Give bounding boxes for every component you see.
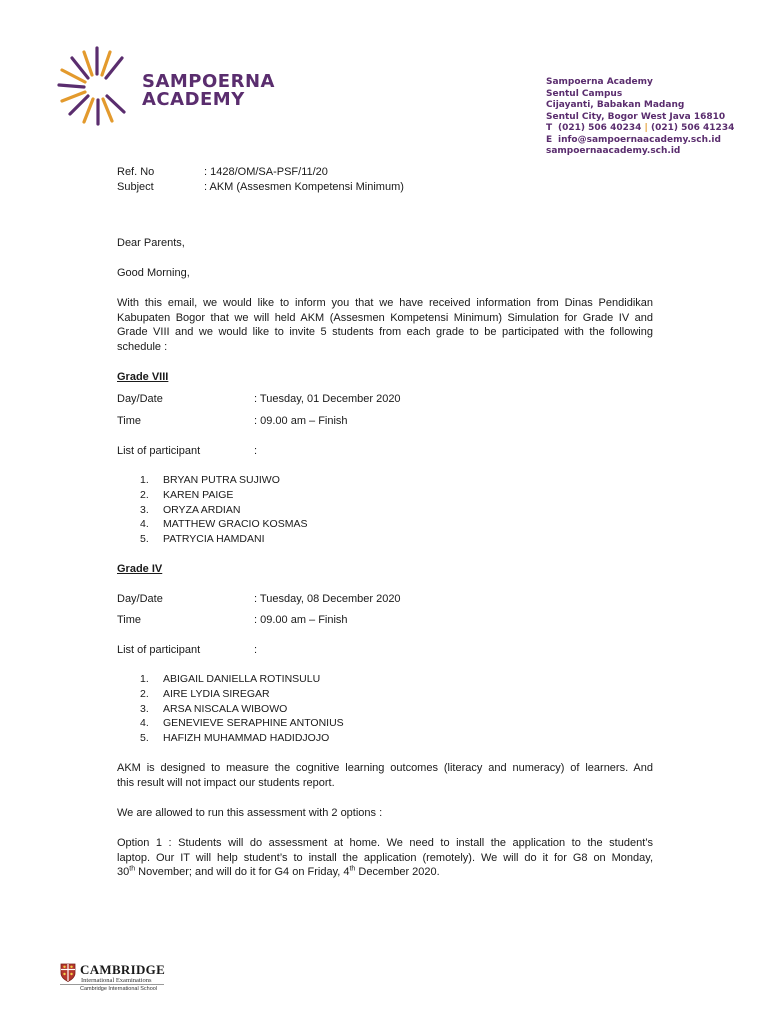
- contact-address-1: Cijayanti, Babakan Madang: [546, 100, 685, 110]
- ordinal-suffix: th: [129, 865, 136, 873]
- grade4-day-label: Day/Date: [117, 593, 163, 605]
- list-number: 3.: [140, 503, 149, 516]
- participant-name: AIRE LYDIA SIREGAR: [163, 687, 270, 700]
- contact-website[interactable]: sampoernaacademy.sch.id: [546, 146, 681, 156]
- participant-name: ARSA NISCALA WIBOWO: [163, 702, 288, 715]
- subject-value: : AKM (Assesmen Kompetensi Minimum): [204, 181, 404, 193]
- logo-line-2: ACADEMY: [142, 89, 245, 110]
- ref-value: : 1428/OM/SA-PSF/11/20: [204, 166, 328, 178]
- contact-block: [546, 77, 756, 158]
- list-number: 5.: [140, 533, 149, 546]
- shield-icon: [60, 963, 76, 982]
- grade8-day-label: Day/Date: [117, 393, 163, 405]
- cambridge-subtitle: International Examinations: [81, 977, 152, 984]
- list-item: [140, 702, 344, 717]
- option1-paragraph: [117, 836, 653, 880]
- contact-name: Sampoerna Academy: [546, 77, 653, 87]
- contact-email: [546, 135, 756, 147]
- list-number: 3.: [140, 702, 149, 715]
- grade8-time-value: : 09.00 am – Finish: [254, 415, 348, 427]
- salutation: Dear Parents,: [117, 237, 185, 249]
- grade4-heading: Grade IV: [117, 563, 163, 575]
- option1-line-2: laptop. Our IT will help student’s to install the application (remotely). We will do it for G8 on Monday,: [117, 851, 653, 864]
- phone-1: (021) 506 40234: [558, 123, 642, 133]
- list-number: 4.: [140, 518, 149, 531]
- grade4-time-value: : 09.00 am – Finish: [254, 614, 348, 626]
- akm-line-2: this result will not impact our students report.: [117, 776, 335, 789]
- option1-end-text: December 2020.: [355, 866, 440, 878]
- list-item: [140, 532, 307, 547]
- contact-campus: Sentul Campus: [546, 88, 623, 99]
- participant-name: MATTHEW GRACIO KOSMAS: [163, 518, 308, 531]
- option1-date-g8: 30: [117, 866, 130, 878]
- list-item: [140, 503, 307, 518]
- ordinal-suffix: th: [349, 865, 356, 873]
- list-number: 2.: [140, 488, 149, 501]
- grade8-day-value: : Tuesday, 01 December 2020: [254, 393, 401, 405]
- grade8-time-label: Time: [117, 415, 142, 427]
- phone-2: (021) 506 41234: [650, 123, 735, 133]
- greeting: Good Morning,: [117, 267, 190, 279]
- list-item: [140, 731, 344, 746]
- participant-name: ORYZA ARDIAN: [163, 503, 241, 516]
- participant-name: BRYAN PUTRA SUJIWO: [163, 474, 280, 486]
- grade4-participant-list: [140, 672, 344, 746]
- contact-phone: [546, 123, 756, 135]
- list-number: 5.: [140, 732, 149, 745]
- grade4-list-label: List of participant: [117, 644, 201, 656]
- options-intro: We are allowed to run this assessment with 2 options :: [117, 807, 383, 819]
- list-item: [140, 687, 344, 702]
- contact-address-2: Sentul City, Bogor West Java 16810: [546, 111, 726, 122]
- list-item: [140, 488, 307, 503]
- grade4-list-colon: :: [254, 644, 258, 656]
- list-number: 1.: [140, 673, 149, 685]
- ref-label: Ref. No: [117, 166, 155, 178]
- list-item: [140, 473, 307, 488]
- phone-separator: |: [644, 123, 648, 133]
- grade4-day-value: : Tuesday, 08 December 2020: [254, 593, 401, 605]
- intro-paragraph: [117, 296, 653, 354]
- option1-line-1: Option 1 : Students will do assessment at home. We need to install the application to the student’s: [117, 837, 653, 849]
- participant-name: HAFIZH MUHAMMAD HADIDJOJO: [163, 732, 330, 745]
- cambridge-logo: [60, 962, 210, 996]
- sampoerna-logo: [56, 44, 286, 124]
- akm-paragraph: [117, 761, 653, 790]
- email-link[interactable]: info@sampoernaacademy.sch.id: [558, 134, 721, 145]
- grade8-heading: Grade VIII: [117, 371, 169, 383]
- list-item: [140, 517, 307, 532]
- participant-name: PATRYCIA HAMDANI: [163, 533, 265, 546]
- intro-line-2: Kabupaten Bogor that we will held AKM (Assesmen Kompetensi Minimum) Simulation for Grade IV and: [117, 311, 653, 324]
- list-number: 2.: [140, 687, 149, 700]
- akm-line-1: AKM is designed to measure the cognitive learning outcomes (literacy and numeracy) of learners. And: [117, 762, 653, 774]
- subject-label: Subject: [117, 181, 154, 193]
- cambridge-name: CAMBRIDGE: [80, 962, 166, 977]
- participant-name: KAREN PAIGE: [163, 488, 234, 501]
- option1-line-3: [117, 865, 653, 880]
- grade4-time-label: Time: [117, 614, 142, 626]
- grade8-list-colon: :: [254, 445, 258, 457]
- participant-name: GENEVIEVE SERAPHINE ANTONIUS: [163, 717, 344, 730]
- cambridge-divider: [60, 984, 164, 985]
- logo-wordmark: [142, 73, 275, 109]
- intro-line-4: schedule :: [117, 340, 168, 353]
- logo-line-1: SAMPOERNA: [142, 71, 275, 92]
- grade8-list-label: List of participant: [117, 445, 201, 457]
- grade8-participant-list: [140, 473, 307, 547]
- list-number: 1.: [140, 474, 149, 486]
- participant-name: ABIGAIL DANIELLA ROTINSULU: [163, 673, 321, 685]
- intro-line-3: Grade VIII and we would like to invite 5 students from each grade to be participated with the following: [117, 326, 653, 338]
- starburst-icon: [56, 44, 138, 126]
- phone-label: T: [546, 123, 553, 133]
- cambridge-school-label: Cambridge International School: [80, 986, 158, 992]
- intro-line-1: With this email, we would like to inform you that we have received information from Dinas Pendidikan: [117, 297, 653, 309]
- list-number: 4.: [140, 717, 149, 730]
- list-item: [140, 716, 344, 731]
- list-item: [140, 672, 344, 687]
- email-label: E: [546, 134, 553, 145]
- option1-mid-text: November; and will do it for G4 on Friday, 4: [135, 866, 350, 878]
